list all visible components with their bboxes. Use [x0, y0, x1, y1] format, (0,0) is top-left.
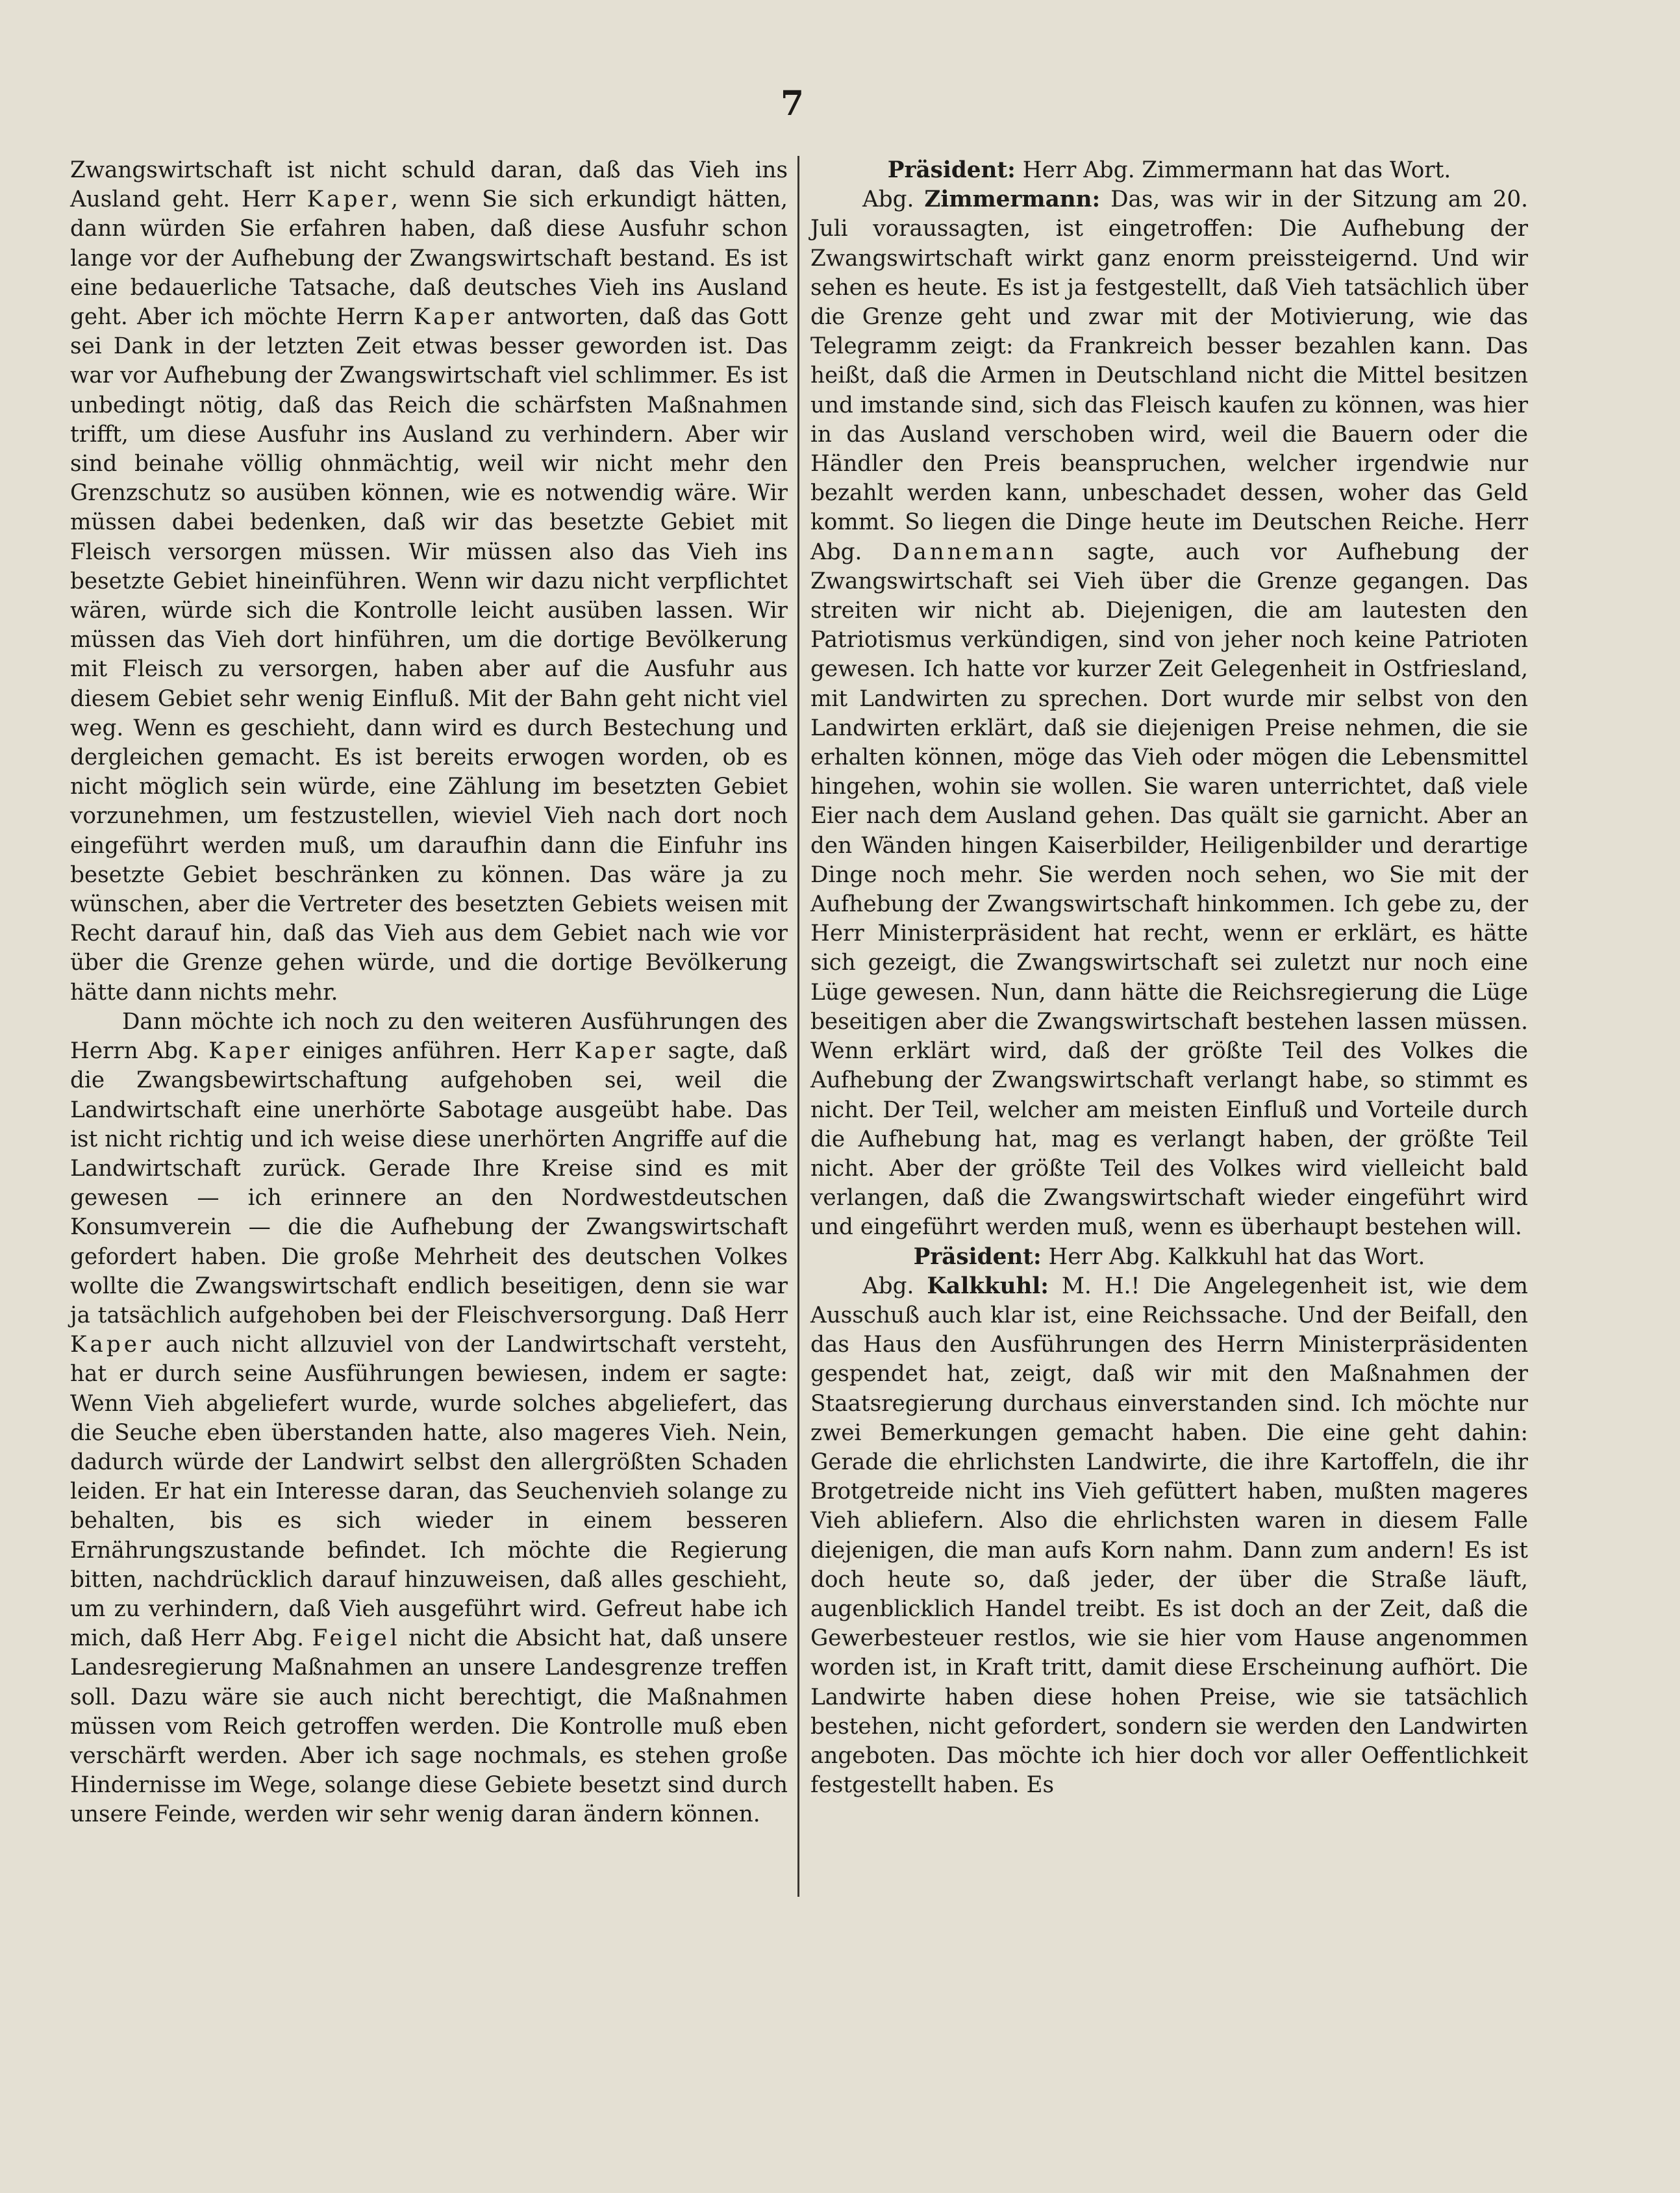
text-run: auch nicht allzuviel von der Landwirtschaft versteht, hat er durch seine Ausführungen bewiesen, indem er sagte: Wenn Vieh abgeliefert wurde, wurde solches abgeliefert, das die Seuche eben überstanden hatte, also mageres Vieh. Nein, dadurch würde der Landwirt selbst den allergrößten Schaden leiden. Er hat ein Interesse daran, das Seuchenvieh solange zu behalten, bis es sich wieder in einem besseren Ernährungszustande befindet. Ich möchte die Regierung bitten, nachdrücklich darauf hinzuweisen, daß alles geschieht, um zu verhindern, daß Vieh ausgeführt wird. Gefreut habe ich mich, daß Herr Abg.	[70, 1332, 788, 1652]
text-run: Abg.	[862, 1273, 927, 1299]
text-run: Zwangswirtschaft ist nicht schuld daran, daß das Vieh ins Ausland geht. Herr	[70, 157, 788, 213]
text-run: nicht die Absicht hat, daß unsere Landesregierung Maßnahmen an unsere Landesgrenze treffen soll. Dazu wäre sie auch nicht berechtigt, die Maßnahmen müssen vom Reich getroffen werden. Die Kontrolle muß eben verschärft werden. Aber ich sage nochmals, es stehen große Hindernisse im Wege, solange diese Gebiete besetzt sind durch unsere Feinde, werden wir sehr wenig daran ändern können.	[70, 1625, 788, 1828]
left-paragraph-2	[70, 1008, 788, 1830]
president-line-1	[810, 156, 1528, 185]
president-line-2	[810, 1243, 1528, 1272]
president-label: Präsident:	[913, 1243, 1042, 1270]
president-label: Präsident:	[887, 157, 1016, 183]
text-run: Herr Abg. Kalkkuhl hat das Wort.	[1041, 1243, 1425, 1270]
left-paragraph-1	[70, 156, 788, 1008]
text-run: antworten, daß das Gott sei Dank in der letzten Zeit etwas besser geworden ist. Das war vor Aufhebung der Zwangswirtschaft viel schlimmer. Es ist unbedingt nötig, daß das Reich die schärfsten Maßnahmen trifft, um diese Ausfuhr ins Ausland zu verhindern. Aber wir sind beinahe völlig ohnmächtig, weil wir nicht mehr den Grenzschutz so ausüben können, wie es notwendig wäre. Wir müssen dabei bedenken, daß wir das besetzte Gebiet mit Fleisch versorgen müssen. Wir müssen also das Vieh ins besetzte Gebiet hineinführen. Wenn wir dazu nicht verpflichtet wären, würde sich die Kontrolle leicht ausüben lassen. Wir müssen das Vieh dort hinführen, um die dortige Bevölkerung mit Fleisch zu versorgen, haben aber auf die Ausfuhr aus diesem Gebiet sehr wenig Einfluß. Mit der Bahn geht nicht viel weg. Wenn es geschieht, dann wird es durch Bestechung und dergleichen gemacht. Es ist bereits erwogen worden, ob es nicht möglich sein würde, eine Zählung im besetzten Gebiet vorzunehmen, um festzustellen, wieviel Vieh nach dort noch eingeführt werden muß, um daraufhin dann die Einfuhr ins besetzte Gebiet beschränken zu können. Das wäre ja zu wünschen, aber die Vertreter des besetzten Gebiets weisen mit Recht darauf hin, daß das Vieh aus dem Gebiet nach wie vor über die Grenze gehen würde, und die dortige Bevölkerung hätte dann nichts mehr.	[70, 304, 788, 1006]
speaker-name: Kalkkuhl:	[927, 1273, 1049, 1299]
text-run: Herr Abg. Zimmermann hat das Wort.	[1015, 157, 1451, 183]
right-paragraph-2	[810, 1272, 1528, 1801]
text-run: sagte, daß die Zwangsbewirtschaftung aufgehoben sei, weil die Landwirtschaft eine unerhörte Sabotage ausgeübt habe. Das ist nicht richtig und ich weise diese unerhörten Angriffe auf die Landwirtschaft zurück. Gerade Ihre Kreise sind es mit gewesen — ich erinnere an den Nordwestdeutschen Konsumverein — die die Aufhebung der Zwangswirtschaft gefordert haben. Die große Mehrheit des deutschen Volkes wollte die Zwangswirtschaft endlich beseitigen, denn sie war ja tatsächlich aufgehoben bei der Fleischversorgung. Daß Herr	[70, 1038, 788, 1328]
text-run: sagte, auch vor Aufhebung der Zwangswirtschaft sei Vieh über die Grenze gegangen. Das streiten wir nicht ab. Diejenigen, die am lautesten den Patriotismus verkündigen, sind von jeher noch keine Patrioten gewesen. Ich hatte vor kurzer Zeit Gelegenheit in Ostfriesland, mit Landwirten zu sprechen. Dort wurde mir selbst von den Landwirten erklärt, daß sie diejenigen Preise nehmen, die sie erhalten können, möge das Vieh oder mögen die Lebensmittel hingehen, wohin sie wollen. Sie waren unterrichtet, daß viele Eier nach dem Ausland gehen. Das quält sie garnicht. Aber an den Wänden hingen Kaiserbilder, Heiligenbilder und derartige Dinge noch mehr. Sie werden noch sehen, wo Sie mit der Aufhebung der Zwangswirtschaft hinkommen. Ich gebe zu, der Herr Ministerpräsident hat recht, wenn er erklärt, es hätte sich gezeigt, die Zwangswirtschaft sei zuletzt nur noch eine Lüge gewesen. Nun, dann hätte die Reichsregierung die Lüge beseitigen aber die Zwangswirtschaft bestehen lassen müssen. Wenn erklärt wird, daß der größte Teil des Volkes die Aufhebung der Zwangswirtschaft verlangt habe, so stimmt es nicht. Der Teil, welcher am meisten Einfluß und Vorteile durch die Aufhebung hat, mag es verlangt haben, der größte Teil nicht. Aber der größte Teil des Volkes wird vielleicht bald verlangen, daß die Zwangswirtschaft wieder eingeführt wird und eingeführt werden muß, wenn es überhaupt bestehen will.	[810, 539, 1528, 1241]
text-run: M. H.! Die Angelegenheit ist, wie dem Ausschuß auch klar ist, eine Reichssache. Und der Beifall, den das Haus den Ausführungen des Herrn Ministerpräsidenten gespendet hat, zeigt, daß wir mit den Maßnahmen der Staatsregierung durchaus einverstanden sind. Ich möchte nur zwei Bemerkungen gemacht haben. Die eine geht dahin: Gerade die ehrlichsten Landwirte, die ihre Kartoffeln, die ihr Brotgetreide nicht ins Vieh gefüttert haben, mußten mageres Vieh abliefern. Also die ehrlichsten waren in diesem Falle diejenigen, die man aufs Korn nahm. Dann zum andern! Es ist doch heute so, daß jeder, der über die Straße läuft, augenblicklich Handel treibt. Es ist doch an der Zeit, daß die Gewerbesteuer restlos, wie sie hier vom Hause angenommen worden ist, in Kraft tritt, damit diese Erscheinung aufhört. Die Landwirte haben diese hohen Preise, wie sie tatsächlich bestehen, nicht gefordert, sondern sie werden den Landwirten angeboten. Das möchte ich hier doch vor aller Oeffentlichkeit festgestellt haben. Es	[810, 1273, 1528, 1799]
text-run: einiges anführen. Herr	[292, 1038, 575, 1065]
left-column	[70, 156, 788, 1830]
text-run: Dann möchte ich noch zu den weiteren Ausführungen des Herrn Abg.	[70, 1008, 788, 1065]
page-number: 7	[780, 84, 805, 123]
spaced-name: Feigel	[312, 1625, 401, 1652]
right-paragraph-1	[810, 185, 1528, 1242]
speaker-name: Zimmermann:	[924, 186, 1101, 213]
spaced-name: Dannemann	[892, 539, 1057, 565]
spaced-name: Kaper	[70, 1332, 155, 1358]
spaced-name: Kaper	[413, 304, 498, 331]
spaced-name: Kaper	[574, 1038, 658, 1065]
spaced-name: Kaper	[208, 1038, 293, 1065]
text-run: Abg.	[862, 186, 925, 213]
right-column	[810, 156, 1528, 1800]
text-run: Das, was wir in der Sitzung am 20. Juli voraussagten, ist eingetroffen: Die Aufhebung der Zwangswirtschaft wirkt ganz enorm preissteigernd. Und wir sehen es heute. Es ist ja festgestellt, daß Vieh tatsächlich über die Grenze geht und zwar mit der Motivierung, wie das Telegramm zeigt: da Frankreich besser bezahlen kann. Das heißt, daß die Armen in Deutschland nicht die Mittel besitzen und imstande sind, sich das Fleisch kaufen zu können, was hier in das Ausland verschoben wird, weil die Bauern oder die Händler den Preis beanspruchen, welcher irgendwie nur bezahlt werden kann, unbeschadet dessen, woher das Geld kommt. So liegen die Dinge heute im Deutschen Reiche. Herr Abg.	[810, 186, 1528, 565]
column-divider	[797, 156, 799, 1897]
spaced-name: Kaper	[307, 186, 392, 213]
text-run: , wenn Sie sich erkundigt hätten, dann würden Sie erfahren haben, daß diese Ausfuhr schon lange vor der Aufhebung der Zwangswirtschaft bestand. Es ist eine bedauerliche Tatsache, daß deutsches Vieh ins Ausland geht. Aber ich möchte Herrn	[70, 186, 788, 331]
